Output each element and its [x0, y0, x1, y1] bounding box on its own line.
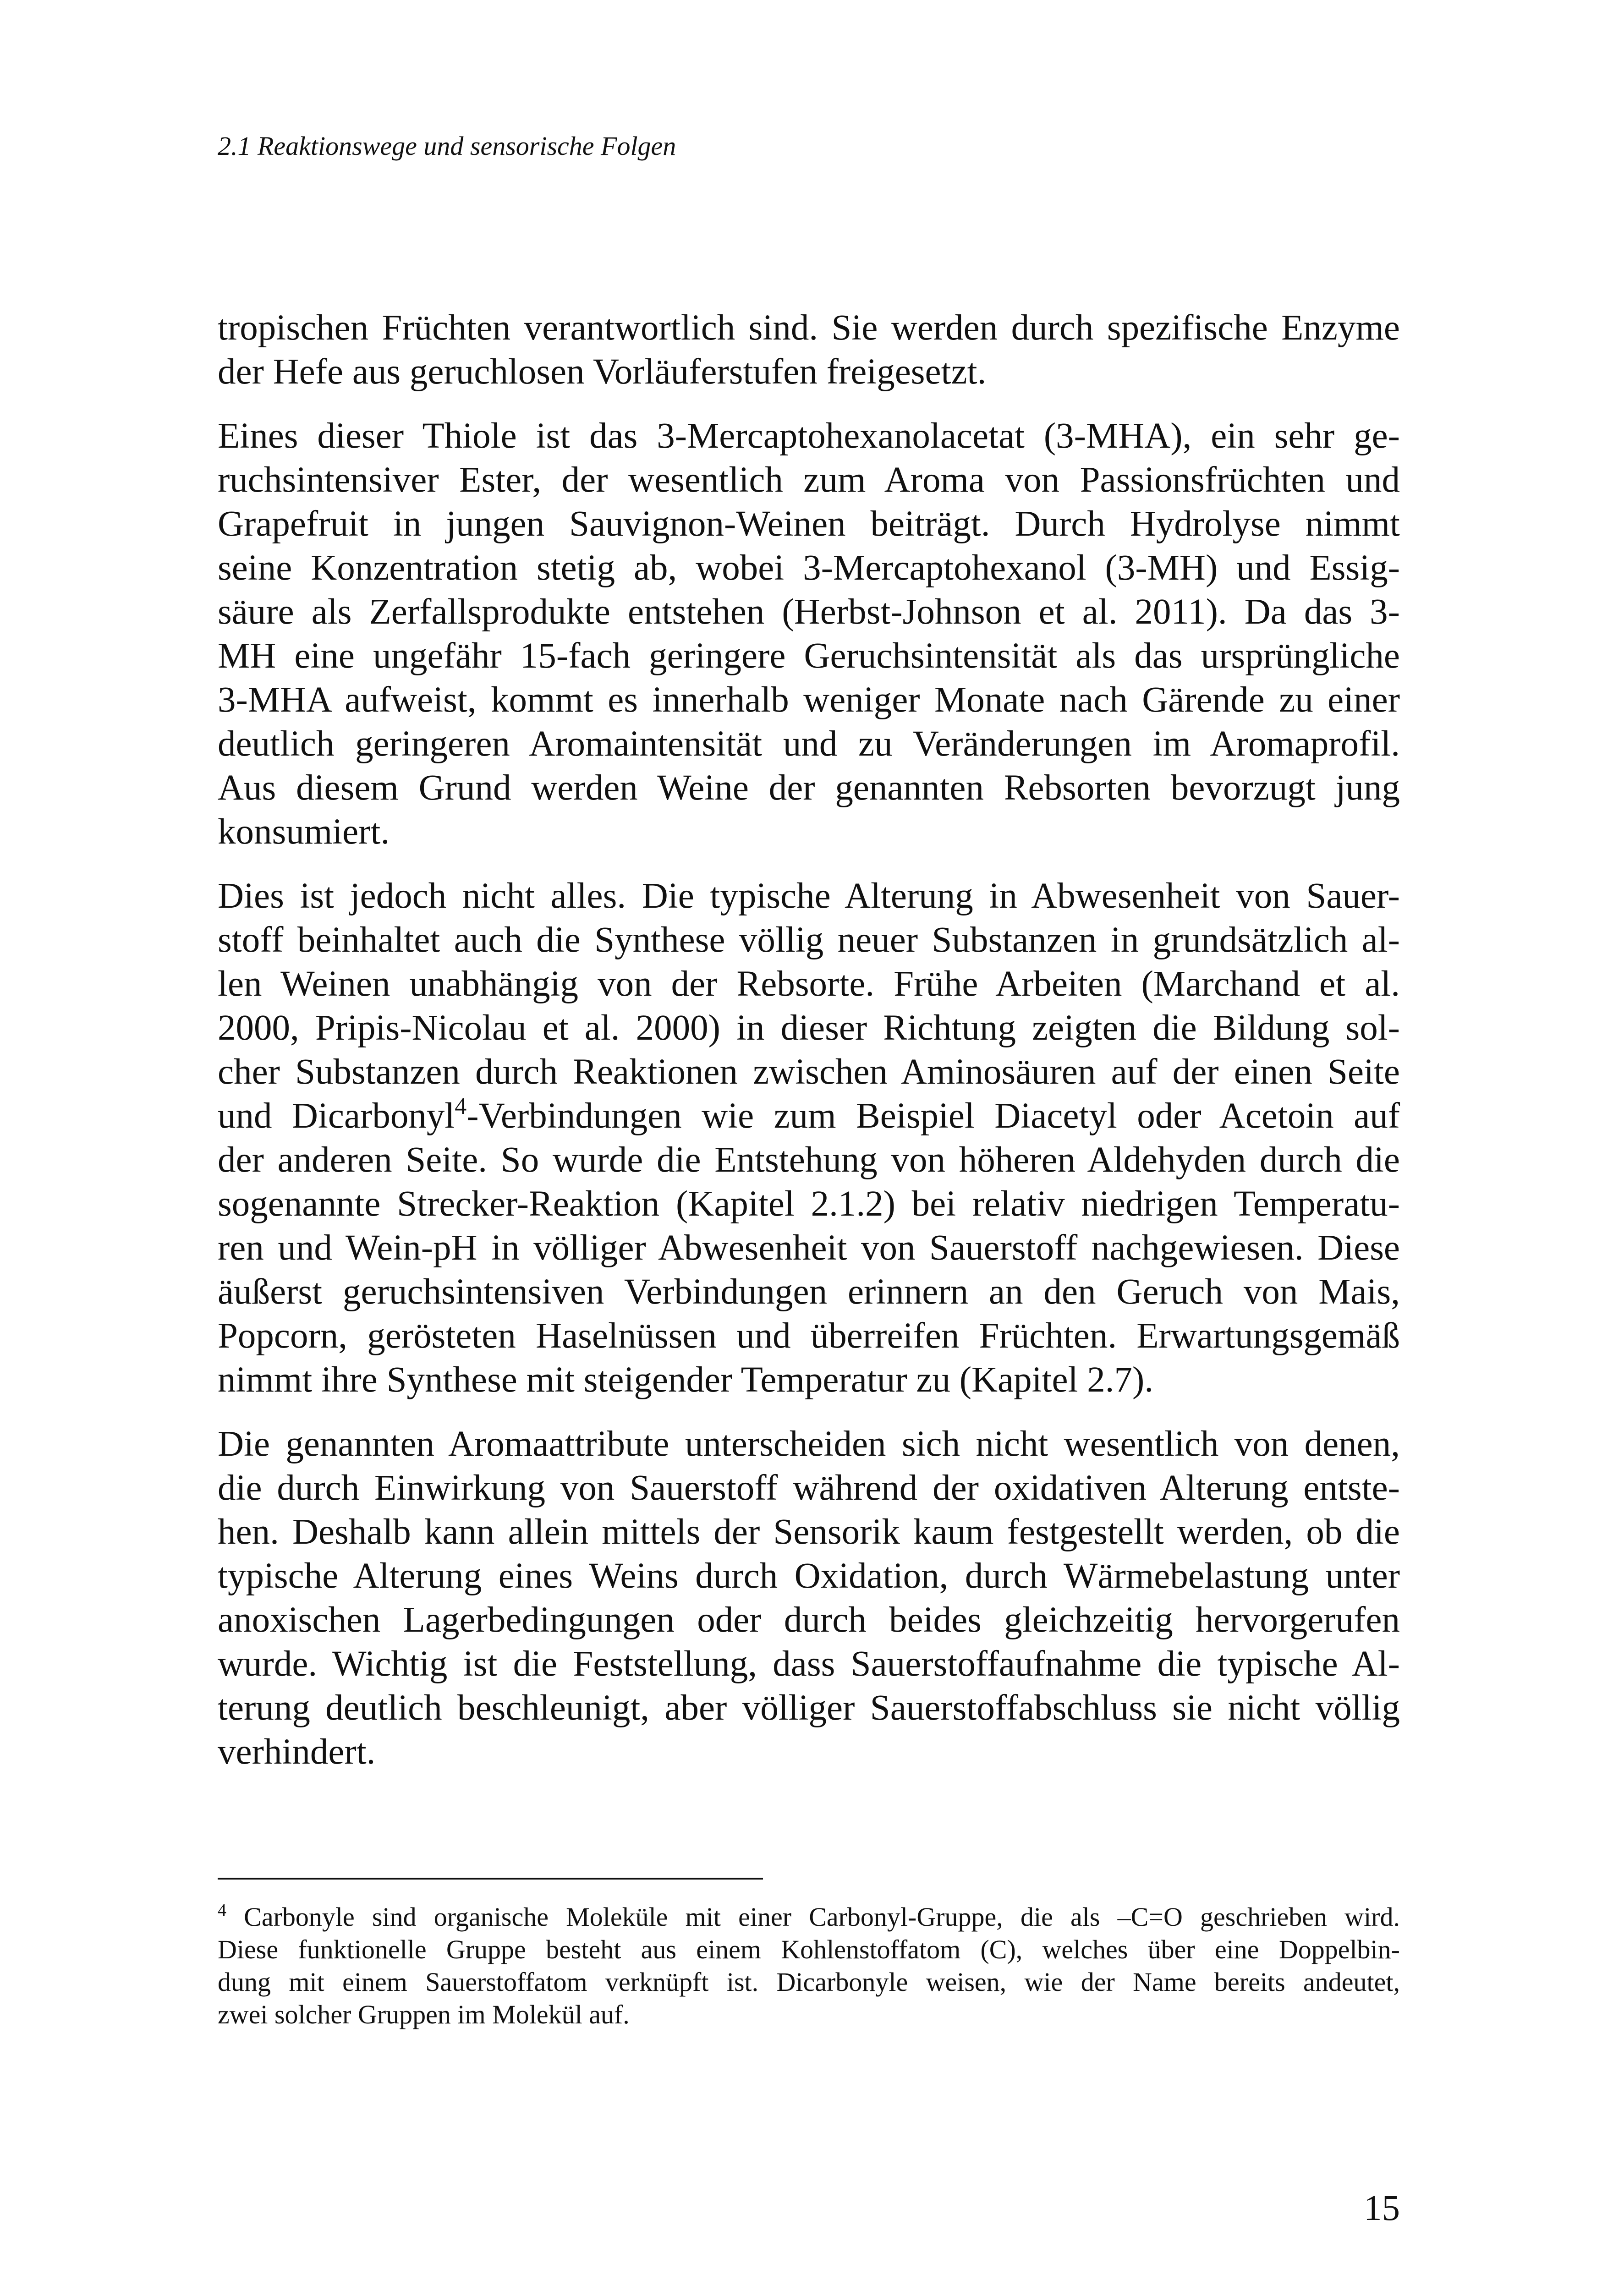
text-line: typische Alterung eines Weins durch Oxidation, durch Wärmebelastung unter — [218, 1556, 1400, 1596]
running-header: 2.1 Reaktionswege und sensorische Folgen — [218, 131, 676, 161]
text-line: seine Konzentration stetig ab, wobei 3-Mercaptohexanol (3-MH) und Essig- — [218, 548, 1400, 588]
text-line: der anderen Seite. So wurde die Entstehung von höheren Aldehyden durch die — [218, 1140, 1400, 1180]
text-line: hen. Deshalb kann allein mittels der Sensorik kaum festgestellt werden, ob die — [218, 1512, 1400, 1552]
text-segment: Carbonyle sind organische Moleküle mit einer Carbonyl-Gruppe, die als –C=O geschrieben wird. — [226, 1902, 1400, 1932]
text-line: säure als Zerfallsprodukte entstehen (Herbst-Johnson et al. 2011). Da das 3- — [218, 592, 1400, 632]
paragraph-3 — [218, 874, 1400, 1402]
text-line-with-footnote-ref — [218, 1094, 1400, 1138]
text-line: terung deutlich beschleunigt, aber völliger Sauerstoffabschluss sie nicht völlig — [218, 1688, 1400, 1728]
text-line: der Hefe aus geruchlosen Vorläuferstufen freigesetzt. — [218, 352, 987, 392]
footnote-line: dung mit einem Sauerstoffatom verknüpft ist. Dicarbonyle weisen, wie der Name bereits andeutet, — [218, 1967, 1400, 1997]
text-line: 2000, Pripis-Nicolau et al. 2000) in dieser Richtung zeigten die Bildung sol- — [218, 1008, 1400, 1048]
page-number: 15 — [1364, 2188, 1400, 2228]
footnote-line: zwei solcher Gruppen im Molekül auf. — [218, 2000, 630, 2029]
text-line: Eines dieser Thiole ist das 3-Mercaptohexanolacetat (3-MHA), ein sehr ge- — [218, 416, 1400, 456]
text-line: verhindert. — [218, 1732, 376, 1772]
paragraph-4 — [218, 1422, 1400, 1774]
text-line: 3-MHA aufweist, kommt es innerhalb weniger Monate nach Gärende zu einer — [218, 680, 1400, 720]
text-line: Grapefruit in jungen Sauvignon-Weinen beiträgt. Durch Hydrolyse nimmt — [218, 504, 1400, 544]
text-line: Popcorn, gerösteten Haselnüssen und überreifen Früchten. Erwartungsgemäß — [218, 1316, 1400, 1356]
text-line: Dies ist jedoch nicht alles. Die typische Alterung in Abwesenheit von Sauer- — [218, 876, 1400, 916]
text-line: stoff beinhaltet auch die Synthese völlig neuer Substanzen in grundsätzlich al- — [218, 920, 1400, 960]
footnote-separator — [218, 1878, 763, 1880]
text-line: nimmt ihre Synthese mit steigender Temperatur zu (Kapitel 2.7). — [218, 1360, 1154, 1400]
text-line: wurde. Wichtig ist die Feststellung, dass Sauerstoffaufnahme die typische Al- — [218, 1644, 1400, 1684]
text-line: len Weinen unabhängig von der Rebsorte. Frühe Arbeiten (Marchand et al. — [218, 964, 1400, 1004]
text-line: Aus diesem Grund werden Weine der genannten Rebsorten bevorzugt jung — [218, 768, 1400, 808]
body-text — [218, 306, 1400, 1794]
text-line: tropischen Früchten verantwortlich sind. Sie werden durch spezifische Enzyme — [218, 308, 1400, 348]
footnote — [218, 1901, 1400, 2031]
text-line: ruchsintensiver Ester, der wesentlich zum Aroma von Passionsfrüchten und — [218, 460, 1400, 500]
paragraph-1 — [218, 306, 1400, 394]
text-segment: -Verbindungen wie zum Beispiel Diacetyl oder Acetoin auf — [466, 1096, 1400, 1136]
text-line: äußerst geruchsintensiven Verbindungen erinnern an den Geruch von Mais, — [218, 1272, 1400, 1312]
text-line: konsumiert. — [218, 812, 390, 852]
text-line: sogenannte Strecker-Reaktion (Kapitel 2.1.2) bei relativ niedrigen Temperatu- — [218, 1184, 1400, 1224]
footnote-reference[interactable]: 4 — [455, 1093, 467, 1119]
text-line: MH eine ungefähr 15-fach geringere Geruchsintensität als das ursprüngliche — [218, 636, 1400, 676]
text-line: ren und Wein-pH in völliger Abwesenheit von Sauerstoff nachgewiesen. Diese — [218, 1228, 1400, 1268]
text-line: die durch Einwirkung von Sauerstoff während der oxidativen Alterung entste- — [218, 1468, 1400, 1508]
text-line: anoxischen Lagerbedingungen oder durch beides gleichzeitig hervorgerufen — [218, 1600, 1400, 1640]
paragraph-2 — [218, 414, 1400, 854]
footnote-line: Diese funktionelle Gruppe besteht aus einem Kohlenstoffatom (C), welches über eine Doppelbin- — [218, 1935, 1400, 1964]
text-line: cher Substanzen durch Reaktionen zwischen Aminosäuren auf der einen Seite — [218, 1052, 1400, 1092]
text-line: deutlich geringeren Aromaintensität und zu Veränderungen im Aromaprofil. — [218, 724, 1400, 764]
footnote-mark: 4 — [218, 1901, 226, 1920]
footnote-line — [218, 1901, 1400, 1933]
text-segment: und Dicarbonyl — [218, 1096, 455, 1136]
text-line: Die genannten Aromaattribute unterscheiden sich nicht wesentlich von denen, — [218, 1424, 1400, 1464]
